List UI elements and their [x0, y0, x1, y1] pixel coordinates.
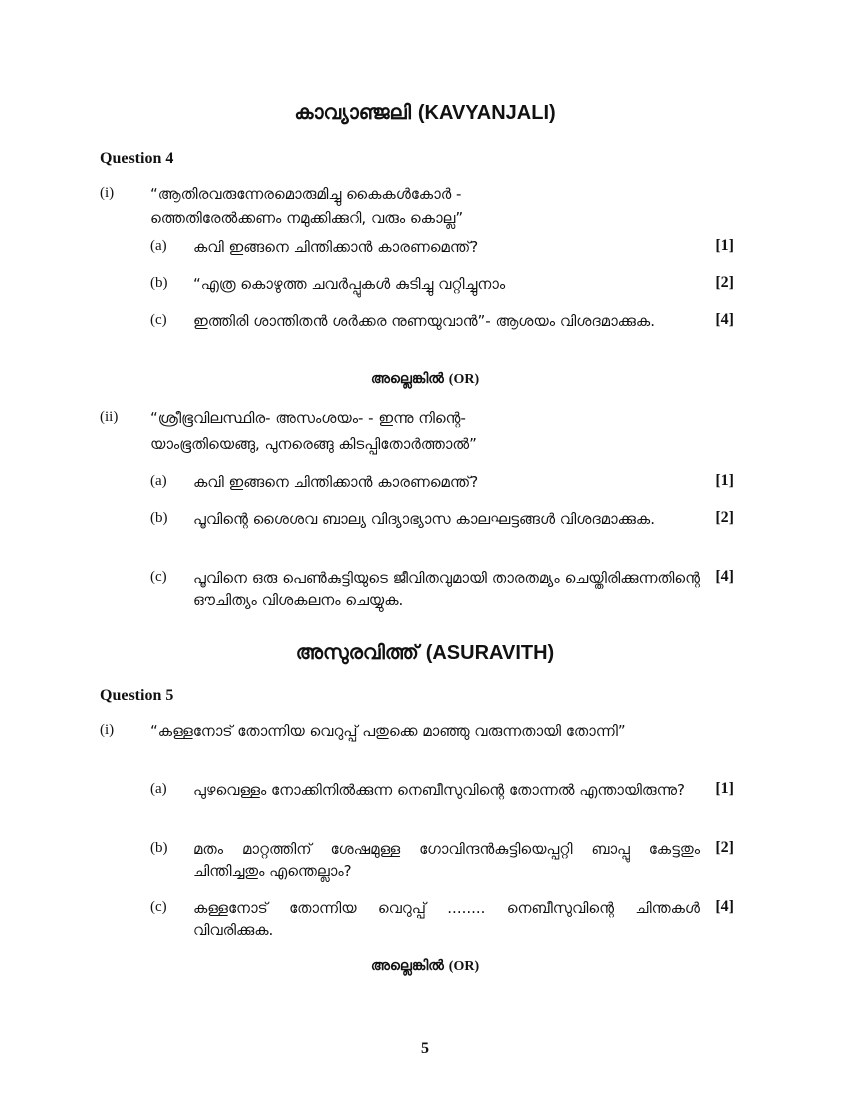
item-text: കവി ഇങ്ങനെ ചിന്തിക്കാൻ കാരണമെന്ത്?	[193, 238, 479, 256]
marks: [1]	[715, 780, 734, 797]
item-text: കള്ളനോട് തോന്നിയ വെറുപ്പ് ........ നെബീസുവിന്റെ ചിന്തകൾ വിവരിക്കുക.	[193, 899, 700, 939]
marks: [4]	[715, 311, 734, 328]
marks: [2]	[715, 509, 734, 526]
item-text: മതം മാറ്റത്തിന് ശേഷമുള്ള ഗോവിന്ദൻകുട്ടിയെപ്പറ്റി ബാപ്പു കേട്ടതും ചിന്തിച്ചതും എന്തെല്ലാം?	[193, 840, 700, 880]
item-text: ഇത്തിരി ശാന്തിതൻ ശർക്കര നുണയുവാൻ”- ആശയം വിശദമാക്കുക.	[193, 312, 655, 330]
quote-line: ത്തെതിരേൽക്കണം നമുക്കിക്കുറി, വരും കൊല്ല”	[150, 209, 464, 227]
quote-text: “കള്ളനോട് തോന്നിയ വെറുപ്പ് പതുക്കെ മാഞ്ഞു വരുന്നതായി തോന്നി”	[150, 722, 626, 740]
or-english: (OR)	[448, 959, 480, 974]
item-text: പുഴവെള്ളം നോക്കിനിൽക്കുന്ന നെബീസുവിന്റെ തോന്നൽ എന്തായിരുന്നു?	[193, 781, 686, 799]
or-malayalam: അല്ലെങ്കിൽ	[370, 371, 444, 387]
quote-line: യാംഭൂതിയെങ്ങു, പുനരെങ്ങു കിടപ്പിതോർത്താൽ”	[150, 435, 477, 453]
item-label: (b)	[150, 275, 168, 291]
item-label: (b)	[150, 840, 168, 856]
title-english: (KAVYANJALI)	[417, 102, 556, 124]
or-divider	[0, 371, 850, 388]
section-title-asuravith	[0, 640, 850, 665]
title-malayalam: കാവ്യാഞ്ജലി	[294, 100, 411, 124]
or-divider	[0, 958, 850, 975]
section-title-kavyanjali	[0, 100, 850, 125]
question-5-heading: Question 5	[100, 687, 174, 704]
item-text: കവി ഇങ്ങനെ ചിന്തിക്കാൻ കാരണമെന്ത്?	[193, 473, 479, 491]
item-label: (a)	[150, 238, 167, 254]
item-text: പൂവിനെ ഒരു പെൺകുട്ടിയുടെ ജീവിതവുമായി താരതമ്യം ചെയ്തിരിക്കുന്നതിന്റെ ഔചിത്യം വിശകലനം ചെയ്യുക.	[193, 569, 700, 609]
marks: [2]	[715, 839, 734, 856]
marks: [2]	[715, 274, 734, 291]
marks: [1]	[715, 472, 734, 489]
part-label: (ii)	[100, 409, 119, 425]
item-label: (c)	[150, 312, 167, 328]
title-english: (ASURAVITH)	[425, 642, 555, 664]
item-label: (a)	[150, 473, 167, 489]
or-malayalam: അല്ലെങ്കിൽ	[370, 958, 444, 974]
question-4-heading: Question 4	[100, 150, 174, 167]
quote-line: “ആതിരവരുന്നേരമൊരുമിച്ചു കൈകൾകോർ -	[150, 185, 462, 203]
part-label: (i)	[100, 722, 115, 738]
item-label: (c)	[150, 569, 167, 585]
item-label: (c)	[150, 899, 167, 915]
quote-line: “ശ്രീഭൂവിലസ്ഥിര- അസംശയം- - ഇന്നു നിന്റെ-	[150, 409, 466, 427]
page-number: 5	[421, 1040, 429, 1057]
item-text: പൂവിന്റെ ശൈശവ ബാല്യ വിദ്യാഭ്യാസ കാലഘട്ടങ്ങൾ വിശദമാക്കുക.	[193, 510, 655, 528]
marks: [4]	[715, 898, 734, 915]
title-malayalam: അസുരവിത്ത്	[295, 640, 419, 664]
item-text: “എത്ര കൊഴുത്ത ചവർപ്പുകൾ കുടിച്ചു വറ്റിച്ചുനാം	[193, 275, 506, 293]
item-label: (b)	[150, 510, 168, 526]
part-label: (i)	[100, 185, 115, 201]
or-english: (OR)	[448, 372, 480, 387]
item-label: (a)	[150, 781, 167, 797]
marks: [4]	[715, 568, 734, 585]
marks: [1]	[715, 237, 734, 254]
